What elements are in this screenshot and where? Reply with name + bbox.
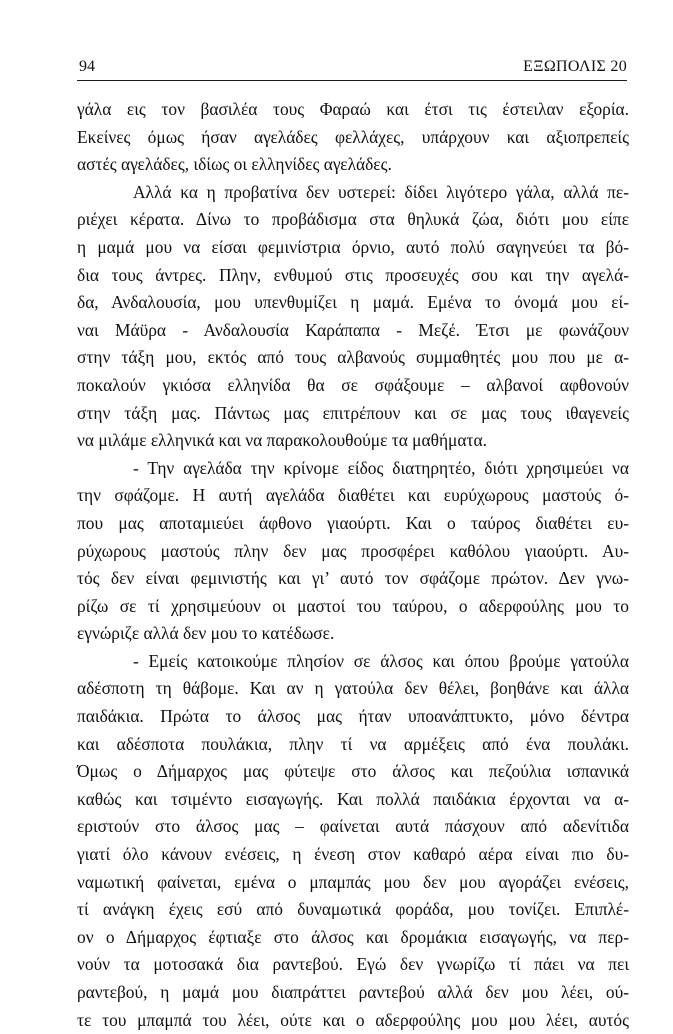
- text-line: τί ανάγκη έχεις εσύ από δυναμωτικά φοράδα, μου τονίζει. Επιπλέ-: [77, 899, 629, 920]
- text-line: ναι Μάϋρα - Ανδαλουσία Καράπαπα - Μεζέ. Έτσι με φωνάζουν: [77, 319, 629, 340]
- text-line: - Εμείς κατοικούμε πλησίον σε άλσος και όπου βρούμε γατούλα: [133, 650, 629, 671]
- text-line: παιδάκια. Πρώτα το άλσος μας ήταν υποανάπτυκτο, μόνο δέντρα: [77, 706, 629, 727]
- text-line: στην τάξη μου, εκτός από τους αλβανούς συμμαθητές μου που με α-: [77, 347, 629, 368]
- page-header: [77, 56, 627, 81]
- text-line: Όμως ο Δήμαρχος μας φύτεψε στο άλσος και πεζούλια ισπανικά: [77, 761, 629, 782]
- text-line: τός δεν είναι φεμινιστής και γι’ αυτό τον σφάζομε πρώτον. Δεν γνω-: [77, 568, 629, 589]
- text-line: νούν τα μοτοσακά δια ραντεβού. Εγώ δεν γνωρίζω τί πάει να πει: [77, 954, 629, 975]
- text-line: ρίζω σε τί χρησιμεύουν οι μαστοί του ταύρου, ο αδερφούλης μου το: [77, 595, 629, 616]
- page-number: 94: [79, 58, 95, 75]
- text-line: και αδέσποτα πουλάκια, πλην τί να αρμέξεις από ένα πουλάκι.: [77, 733, 629, 754]
- running-head: ΕΞΩΠΟΛΙΣ 20: [523, 58, 627, 75]
- text-line: ναμωτική φαίνεται, εμένα ο μπαμπάς μου δεν μου αγοράζει ενέσεις,: [77, 871, 629, 892]
- text-line: αδέσποτη τη θάβομε. Και αν η γατούλα δεν θέλει, βοηθάνε και άλλα: [77, 678, 629, 699]
- text-line: ραντεβού, η μαμά μου διαπράττει ραντεβού αλλά δεν μου λέει, ού-: [77, 982, 629, 1002]
- text-line: στην τάξη μας. Πάντως μας επιτρέπουν και σε μας τους ιθαγενείς: [77, 402, 629, 423]
- text-line: που μας αποταμιεύει άφθονο γιαούρτι. Και ο ταύρος διαθέτει ευ-: [77, 512, 629, 533]
- text-line: Αλλά κα η προβατίνα δεν υστερεί: δίδει λιγότερο γάλα, αλλά πε-: [133, 181, 629, 202]
- text-line: Εκείνες όμως ήσαν αγελάδες φελλάχες, υπάρχουν και αξιοπρεπείς: [77, 126, 629, 147]
- text-line: εγνώριζε αλλά δεν μου το κατέδωσε.: [77, 623, 335, 644]
- text-line: να μιλάμε ελληνικά και να παρακολουθούμε τα μαθήματα.: [77, 430, 487, 451]
- text-line: την σφάζομε. Η αυτή αγελάδα διαθέτει και ευρύχωρους μαστούς ό-: [77, 485, 629, 506]
- text-line: αστές αγελάδες, ιδίως οι ελληνίδες αγελάδες.: [77, 154, 392, 175]
- text-line: δια τους άντρες. Πλην, ενθυμού στις προσευχές σου και την αγελά-: [77, 264, 629, 285]
- text-line: γιατί όλο κάνουν ενέσεις, η ένεση στον καθαρό αέρα είναι πιο δυ-: [77, 844, 629, 865]
- text-line: ποκαλούν γκιόσα ελληνίδα θα σε σφάξουμε – αλβανοί αφθονούν: [77, 374, 629, 395]
- text-line: δα, Ανδαλουσία, μου υπενθυμίζει η μαμά. Εμένα το όνομά μου εί-: [77, 292, 629, 313]
- text-line: ριέχει κέρατα. Δίνω το προβάδισμα στα θηλυκά ζώα, διότι μου είπε: [77, 209, 629, 230]
- text-line: η μαμά μου να είσαι φεμινίστρια όρνιο, αυτό πολύ σαγηνεύει τα βό-: [77, 236, 629, 257]
- body-text: [77, 96, 629, 1034]
- text-line: γάλα εις τον βασιλέα τους Φαραώ και έτσι τις έστειλαν εξορία.: [77, 99, 629, 119]
- text-line: εριστούν στο άλσος μας – φαίνεται αυτά πάσχουν από αδενίτιδα: [77, 816, 629, 837]
- text-line: ον ο Δήμαρχος έφτιαξε στο άλσος και δρομάκια εισαγωγής, να περ-: [77, 926, 629, 947]
- text-line: καθώς και τσιμέντο εισαγωγής. Και πολλά παιδάκια έρχονται να α-: [77, 788, 629, 809]
- text-line: ρύχωρους μαστούς πλην δεν μας προσφέρει καθόλου γιαούρτι. Αυ-: [77, 540, 629, 561]
- text-line: τε του μπαμπά του λέει, ούτε και ο αδερφούλης μου μου λέει, αυτός: [77, 1009, 629, 1030]
- text-line: - Την αγελάδα την κρίνομε είδος διατηρητέο, διότι χρησιμεύει να: [133, 457, 629, 478]
